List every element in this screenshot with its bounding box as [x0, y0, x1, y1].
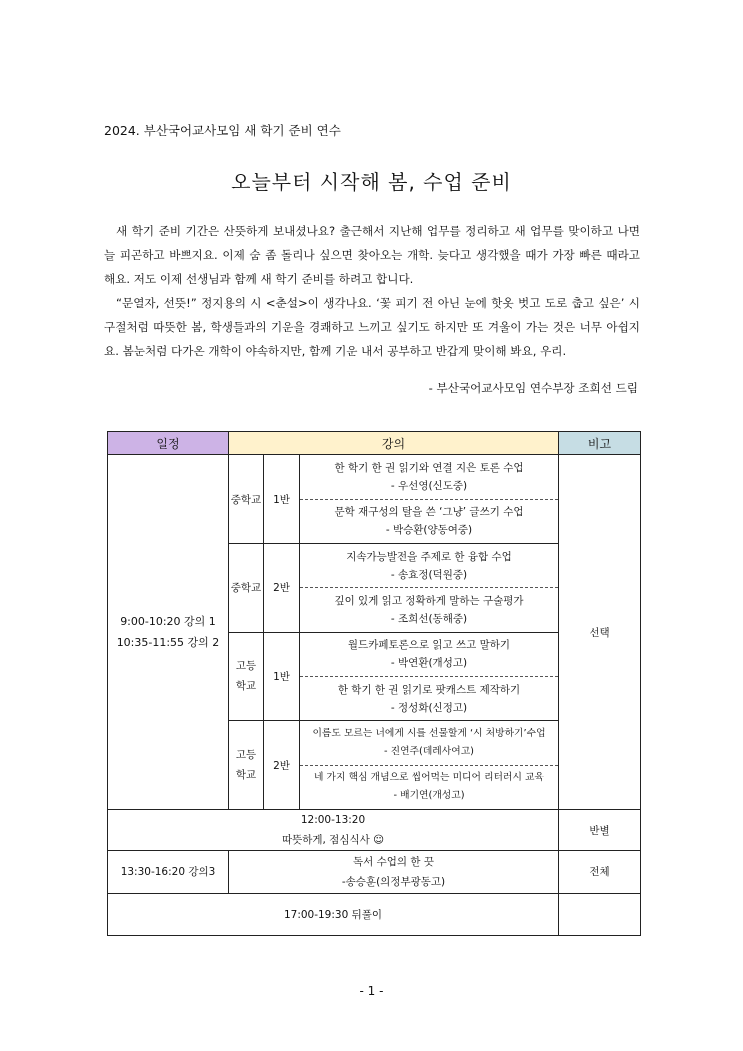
- table-header-row: [108, 432, 641, 455]
- group-level-text: 고등학교: [235, 749, 257, 782]
- lecture-title: 네 가지 핵심 개념으로 씹어먹는 미디어 리터러시 교육: [313, 772, 544, 784]
- lecture-speaker: - 송효정(덕원중): [390, 568, 468, 581]
- lunch-cell: [108, 809, 559, 850]
- group-level: [229, 632, 264, 721]
- lecture3-cell: [229, 851, 559, 893]
- lecture-title: 문학 재구성의 탈을 쓴 ‘그냥’ 글쓰기 수업: [334, 506, 524, 519]
- lecture3-row: [108, 851, 641, 893]
- lecture-cell: [300, 632, 559, 676]
- lecture-cell: [300, 455, 559, 499]
- schedule-table: [107, 431, 641, 936]
- lecture-cell: [300, 676, 559, 720]
- lunch-text: 따뜻하게, 점심식사 ☺: [281, 834, 385, 847]
- group-level: [229, 721, 264, 810]
- header-date: 일정: [108, 432, 229, 455]
- page-title: 오늘부터 시작해 봄, 수업 준비: [231, 170, 512, 194]
- lecture-speaker: - 정성화(신정고): [390, 701, 468, 714]
- lecture-speaker: - 우선영(신도중): [390, 479, 468, 492]
- lecture-cell: [300, 721, 559, 765]
- morning-time-cell: [108, 455, 229, 810]
- lecture-speaker: - 박연환(개성고): [390, 657, 468, 670]
- signature: - 부산국어교사모임 연수부장 조희선 드림: [428, 381, 638, 395]
- after-cell: 17:00-19:30 뒤풀이: [108, 893, 559, 935]
- after-note: [559, 893, 641, 935]
- after-row: [108, 893, 641, 935]
- group-room: 1반: [264, 455, 300, 544]
- morning-time-1: 9:00-10:20 강의 1: [120, 615, 216, 629]
- lecture-speaker: - 배기연(개성고): [393, 790, 465, 802]
- group-room: 2반: [264, 543, 300, 632]
- lecture-cell: [300, 499, 559, 543]
- lecture3-speaker: -송승훈(의정부광동고): [341, 875, 446, 888]
- group-level: 중학교: [229, 455, 264, 544]
- lecture-speaker: - 박승환(양동여중): [385, 524, 473, 537]
- lecture-title: 깊이 있게 읽고 정확하게 말하는 구술평가: [334, 594, 524, 607]
- lecture-title: 한 학기 한 권 읽기로 팟캐스트 제작하기: [337, 683, 521, 696]
- lecture-speaker: - 진연주(데레사여고): [383, 745, 474, 757]
- lecture-title: 이름도 모르는 너에게 시를 선물할게 ‘시 처방하기’수업: [312, 727, 546, 739]
- intro-paragraph-1: 새 학기 준비 기간은 산뜻하게 보내셨나요? 출근해서 지난해 업무를 정리하고 새 업무를 맞이하고 나면 늘 피곤하고 바쁘지요. 이제 숨 좀 돌리나 싶으면 찾아오는 개학. 늦다고 생각했을 때가 가장 빠른 때라고 해요. 저도 이제 선생님과 함께 새 학기 준비를 하려고 합니다.: [104, 224, 640, 286]
- lecture-title: 월드카페토론으로 읽고 쓰고 말하기: [347, 639, 511, 652]
- header-note: 비고: [559, 432, 641, 455]
- lecture3-title: 독서 수업의 한 끗: [352, 855, 434, 868]
- lecture-cell: [300, 543, 559, 587]
- header-lecture: 강의: [229, 432, 559, 455]
- intro-text: [104, 219, 640, 363]
- group-room: 1반: [264, 632, 300, 721]
- lecture-cell: [300, 765, 559, 809]
- lecture3-time: 13:30-16:20 강의3: [108, 851, 229, 893]
- lunch-time: 12:00-13:20: [300, 814, 366, 827]
- morning-note: 선택: [559, 455, 641, 810]
- lunch-row: [108, 809, 641, 850]
- group-room: 2반: [264, 721, 300, 810]
- group-level: 중학교: [229, 543, 264, 632]
- morning-time-2: 10:35-11:55 강의 2: [116, 636, 220, 650]
- group-level-text: 고등학교: [235, 660, 257, 693]
- page-number: - 1 -: [359, 984, 384, 998]
- lecture-cell: [300, 588, 559, 632]
- lecture3-note: 전체: [559, 851, 641, 893]
- intro-paragraph-2: “문열자, 선뜻!” 정지용의 시 <춘설>이 생각나요. ‘꽃 피기 전 아닌 눈에 핫옷 벗고 도로 춥고 싶은’ 시 구절처럼 따뜻한 봄, 학생들과의 기운을 경쾌하고 느끼고 싶기도 하지만 또 겨울이 가는 것은 너무 아쉽지요. 봄눈처럼 다가온 개학이 야속하지만, 함께 기운 내서 공부하고 반갑게 맞이해 봐요, 우리.: [104, 296, 640, 358]
- header-line: 2024. 부산국어교사모임 새 학기 준비 연수: [104, 123, 341, 138]
- lecture-title: 지속가능발전을 주제로 한 융합 수업: [346, 550, 512, 563]
- lecture-speaker: - 조희선(동해중): [390, 612, 468, 625]
- table-row: [108, 455, 641, 499]
- lunch-note: 반별: [559, 809, 641, 850]
- lecture-title: 한 학기 한 권 읽기와 연결 지은 토론 수업: [334, 461, 524, 474]
